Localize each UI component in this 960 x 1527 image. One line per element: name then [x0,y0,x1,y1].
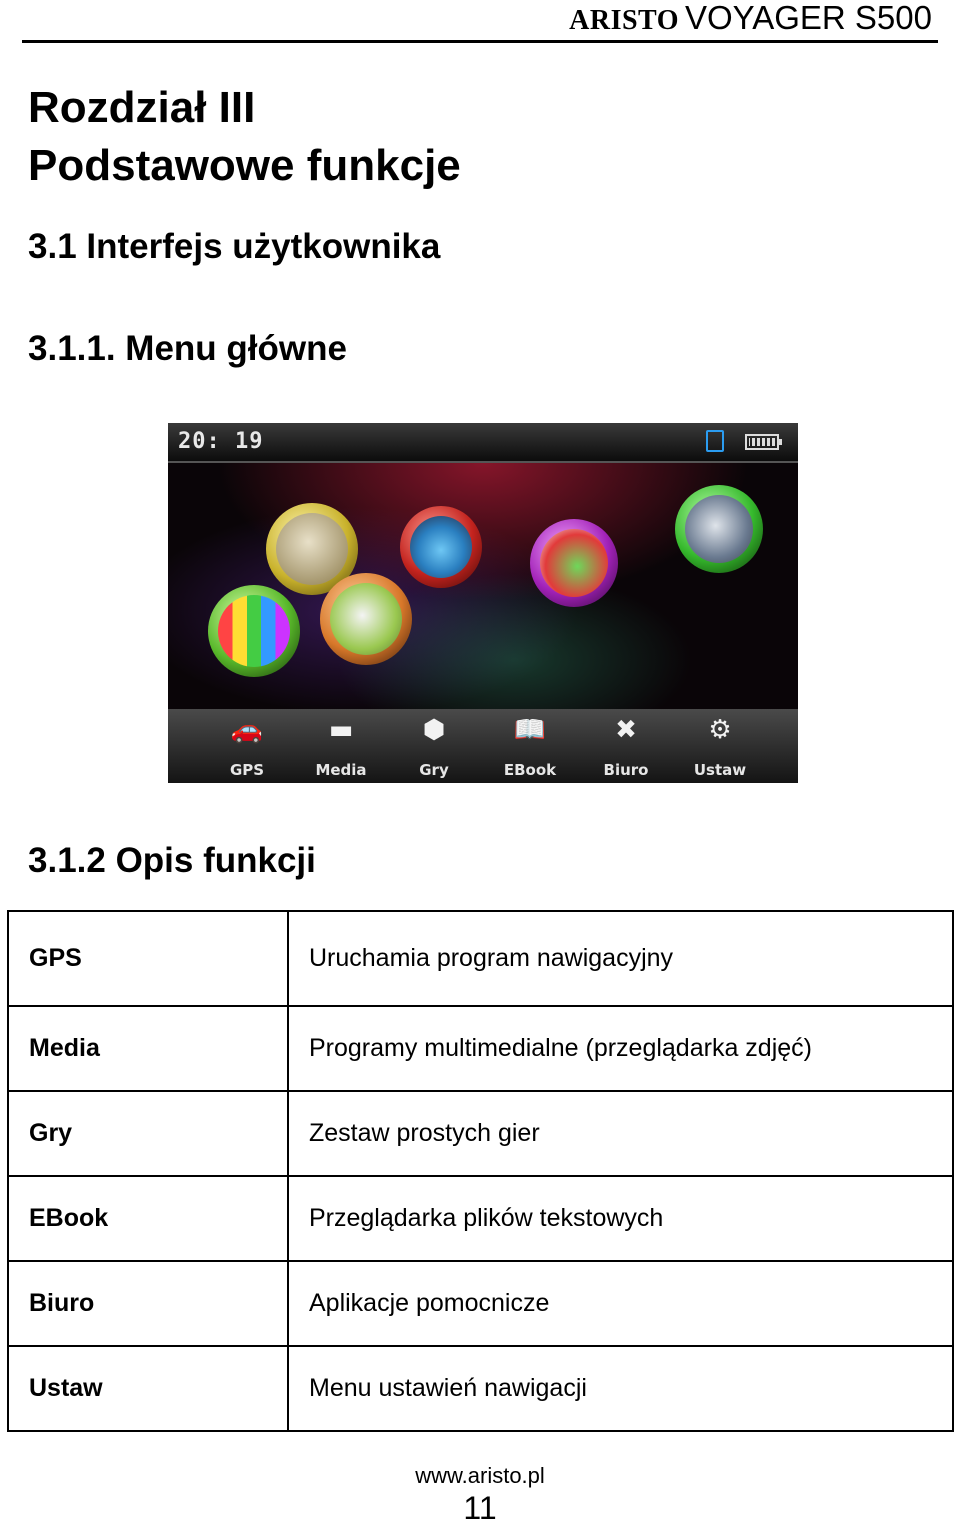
function-name: Ustaw [8,1346,288,1431]
battery-icon [745,434,779,450]
gear-icon: ⚙ [708,715,732,745]
orb-media-icon[interactable] [208,585,300,677]
table-row [8,1176,953,1261]
function-description: Programy multimedialne (przeglądarka zdjęć) [288,1006,953,1091]
orb-gear-icon[interactable] [675,485,763,573]
dock-label: Ustaw [693,761,747,779]
function-name: Gry [8,1091,288,1176]
dock-label: GPS [229,761,265,779]
section-heading: 3.1 Interfejs użytkownika [28,227,441,266]
function-description: Zestaw prostych gier [288,1091,953,1176]
function-name: Biuro [8,1261,288,1346]
dock-bar [168,709,798,783]
chapter-title: Podstawowe funkcje [28,141,461,190]
dock-item-office[interactable] [580,709,672,783]
orb-office-icon[interactable] [320,573,412,665]
brand-name: ARISTO [569,5,679,36]
function-table [7,910,954,1432]
subsection-heading-functions: 3.1.2 Opis funkcji [28,841,316,880]
dock-label: Gry [419,761,449,779]
device-screenshot [168,423,798,783]
footer-url: www.aristo.pl [415,1463,545,1488]
clapperboard-icon: ▬ [328,715,354,745]
dock-label: Media [315,761,367,779]
dock-item-settings[interactable] [674,709,766,783]
dock-label: Biuro [603,761,649,779]
document-header [569,0,932,43]
header-divider [22,40,938,43]
dock-item-games[interactable] [388,709,480,783]
tools-icon: ✖ [615,715,637,745]
model-name: VOYAGER S500 [684,0,932,36]
orb-car-icon[interactable] [400,506,482,588]
chapter-number: Rozdział III [28,83,256,132]
subsection-heading-menu: 3.1.1. Menu główne [28,329,347,368]
table-row [8,1346,953,1431]
dock-item-gps[interactable] [201,709,293,783]
table-row [8,1006,953,1091]
function-description: Przeglądarka plików tekstowych [288,1176,953,1261]
orb-dice-icon[interactable] [530,519,618,607]
dice-icon: ⬢ [422,715,446,745]
sd-card-icon [706,430,724,452]
car-icon: 🚗 [230,715,264,745]
wallpaper [168,463,798,709]
table-row [8,911,953,1006]
function-name: EBook [8,1176,288,1261]
function-description: Aplikacje pomocnicze [288,1261,953,1346]
clock: 20: 19 [178,429,264,454]
page-number: 11 [463,1490,497,1526]
function-description: Uruchamia program nawigacyjny [288,911,953,1006]
table-row [8,1261,953,1346]
dock-item-media[interactable] [295,709,387,783]
function-name: Media [8,1006,288,1091]
table-row [8,1091,953,1176]
function-name: GPS [8,911,288,1006]
status-bar [168,423,798,463]
book-icon: 📖 [513,715,547,745]
dock-label: EBook [503,761,557,779]
function-description: Menu ustawień nawigacji [288,1346,953,1431]
dock-item-ebook[interactable] [484,709,576,783]
